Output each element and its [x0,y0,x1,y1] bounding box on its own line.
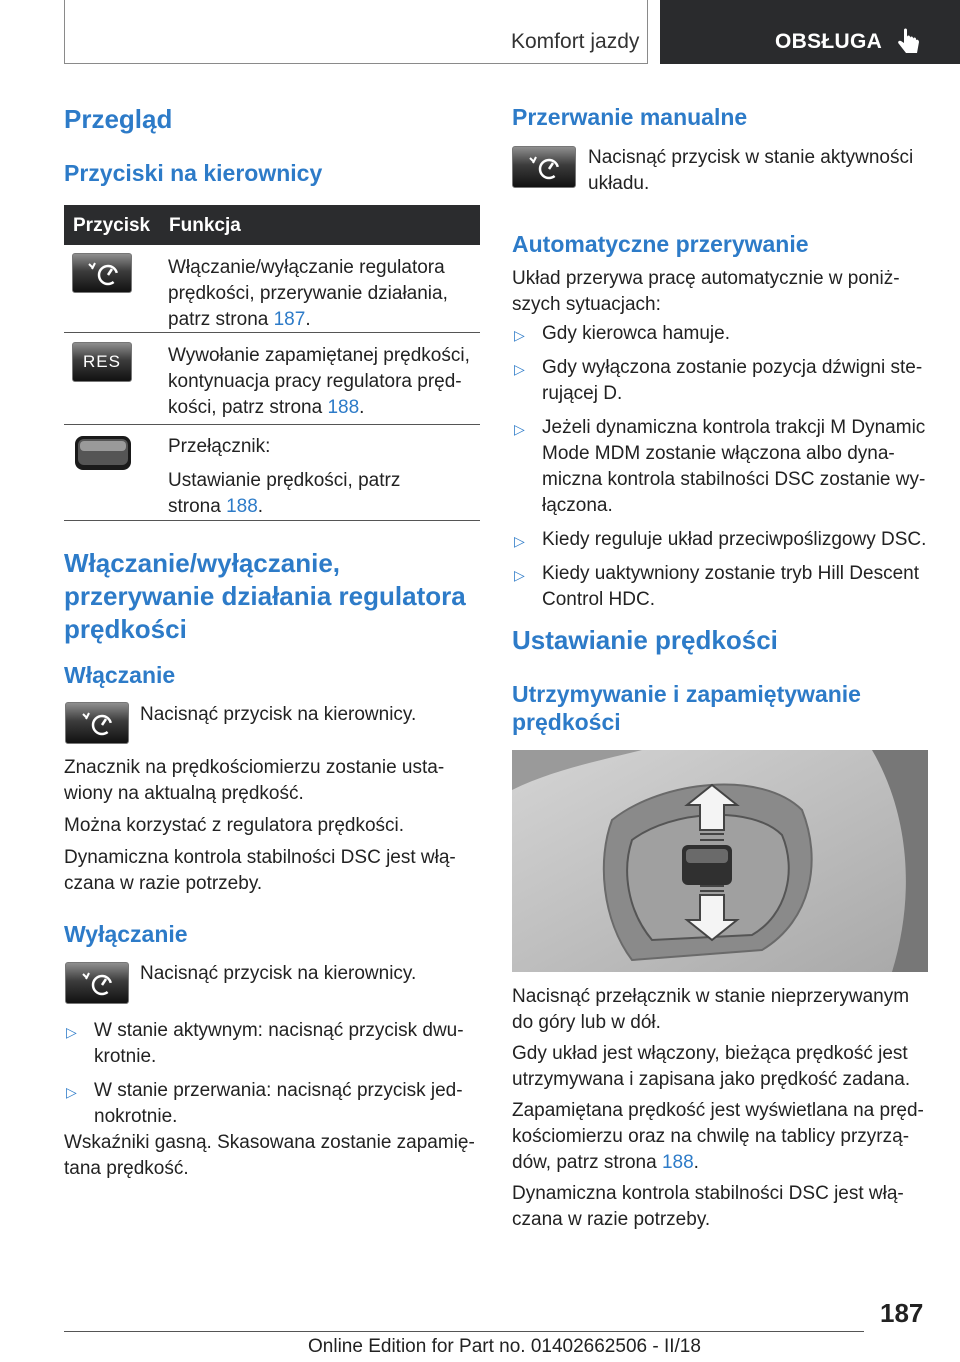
page-link[interactable]: 188 [327,397,360,418]
cruise-control-button-icon [65,702,129,744]
page-number: 187 [880,1298,924,1328]
cruise-control-button-icon [512,146,576,188]
paragraph-3: Zapamiętana prędkość jest wyświetlana na pręd- kościomierzu oraz na chwilę na tablicy przyrzą- dów, patrz strona 188. [512,1100,924,1173]
cruise-control-button-icon [65,962,129,1004]
list-item: ▷ Gdy wyłączona zostanie pozycja dźwigni ste- rującej D. [514,357,923,404]
table-divider [64,332,480,333]
hand-pointer-icon [896,28,922,56]
on-paragraph-1: Znacznik na prędkościomierzu zostanie usta- wiony na aktualną prędkość. [64,757,445,804]
paragraph-2: Gdy układ jest włączony, bieżąca prędkość jest utrzymywana i zapisana jako prędkość zadana. [512,1043,911,1090]
page-link[interactable]: 187 [273,309,306,330]
list-item: ▷ Kiedy reguluje układ przeciwpoślizgowy DSC. [512,527,932,553]
list-item: ▷ Kiedy uaktywniony zostanie tryb Hill Descent Control HDC. [514,563,920,610]
table-row-1-text: Włączanie/wyłączanie regulatora prędkości, przerywanie działania, patrz strona 187. [168,257,448,330]
res-button-icon: RES [72,342,132,382]
paragraph-1: Nacisnąć przełącznik w stanie nieprzerywanym do góry lub w dół. [512,986,910,1033]
list-item: ▷ Gdy kierowca hamuje. [512,321,932,347]
section-subtitle: Przyciski na kierownicy [64,160,323,186]
keep-title: Utrzymywanie i zapamiętywanie prędkości [512,681,861,735]
auto-bullet-list [512,321,932,613]
cruise-control-button-icon [72,253,132,293]
table-header [64,205,480,245]
off-press-text: Nacisnąć przycisk na kierownicy. [140,963,417,984]
manual-text: Nacisnąć przycisk w stanie aktywności układu. [588,147,914,194]
on-paragraph-2: Można korzystać z regulatora prędkości. [64,815,405,836]
table-header-function: Funkcja [169,215,241,236]
triangle-bullet-icon: ▷ [66,1084,77,1100]
table-header-button: Przycisk [73,215,151,236]
triangle-bullet-icon: ▷ [66,1024,77,1040]
off-note: Wskaźniki gasną. Skasowana zostanie zapamię- tana prędkość. [64,1132,475,1179]
triangle-bullet-icon: ▷ [514,327,525,343]
header-section-title: Komfort jazdy [511,30,640,53]
on-title: Włączanie [64,662,176,688]
page-link[interactable]: 188 [661,1152,694,1173]
off-bullet-list [64,1018,474,1130]
speed-title: Ustawianie prędkości [512,625,778,655]
off-title: Wyłączanie [64,921,188,947]
on-press-text: Nacisnąć przycisk na kierownicy. [140,704,417,725]
triangle-bullet-icon: ▷ [514,533,525,549]
table-row-3-text: Przełącznik: Ustawianie prędkości, patrz strona 188. [168,436,401,517]
triangle-bullet-icon: ▷ [514,567,525,583]
triangle-bullet-icon: ▷ [514,361,525,377]
footer-edition: Online Edition for Part no. 01402662506 - II/18 [308,1336,701,1357]
page-title: Przegląd [64,104,173,134]
triangle-bullet-icon: ▷ [514,421,525,437]
page-link[interactable]: 188 [226,496,258,517]
list-item: ▷ W stanie aktywnym: nacisnąć przycisk dwu- krotnie. [66,1020,464,1067]
manual-title: Przerwanie manualne [512,104,748,130]
table-divider [64,520,480,521]
section-title-on-off: Włączanie/wyłączanie, przerywanie działania regulatora prędkości [64,548,466,644]
header-chapter-title: OBSŁUGA [775,30,883,53]
footer-divider [64,1331,864,1332]
rocker-switch-icon [72,433,134,473]
table-divider [64,424,480,425]
list-item: ▷ Jeżeli dynamiczna kontrola trakcji M Dynamic Mode MDM zostanie włączona albo dyna- miczna kontrola stabilności DSC zostanie wy- łączona. [514,417,926,516]
auto-intro: Układ przerywa pracę automatycznie w poniż- szych sytuacjach: [512,268,900,315]
paragraph-4: Dynamiczna kontrola stabilności DSC jest włą- czana w razie potrzeby. [512,1183,904,1230]
table-row-2-text: Wywołanie zapamiętanej prędkości, kontynuacja pracy regulatora pręd- kości, patrz strona 188. [168,345,470,418]
list-item: ▷ W stanie przerwania: nacisnąć przycisk jed- nokrotnie. [66,1080,463,1127]
on-paragraph-3: Dynamiczna kontrola stabilności DSC jest włą- czana w razie potrzeby. [64,847,456,894]
auto-title: Automatyczne przerywanie [512,231,809,257]
steering-wheel-photo [512,750,928,972]
